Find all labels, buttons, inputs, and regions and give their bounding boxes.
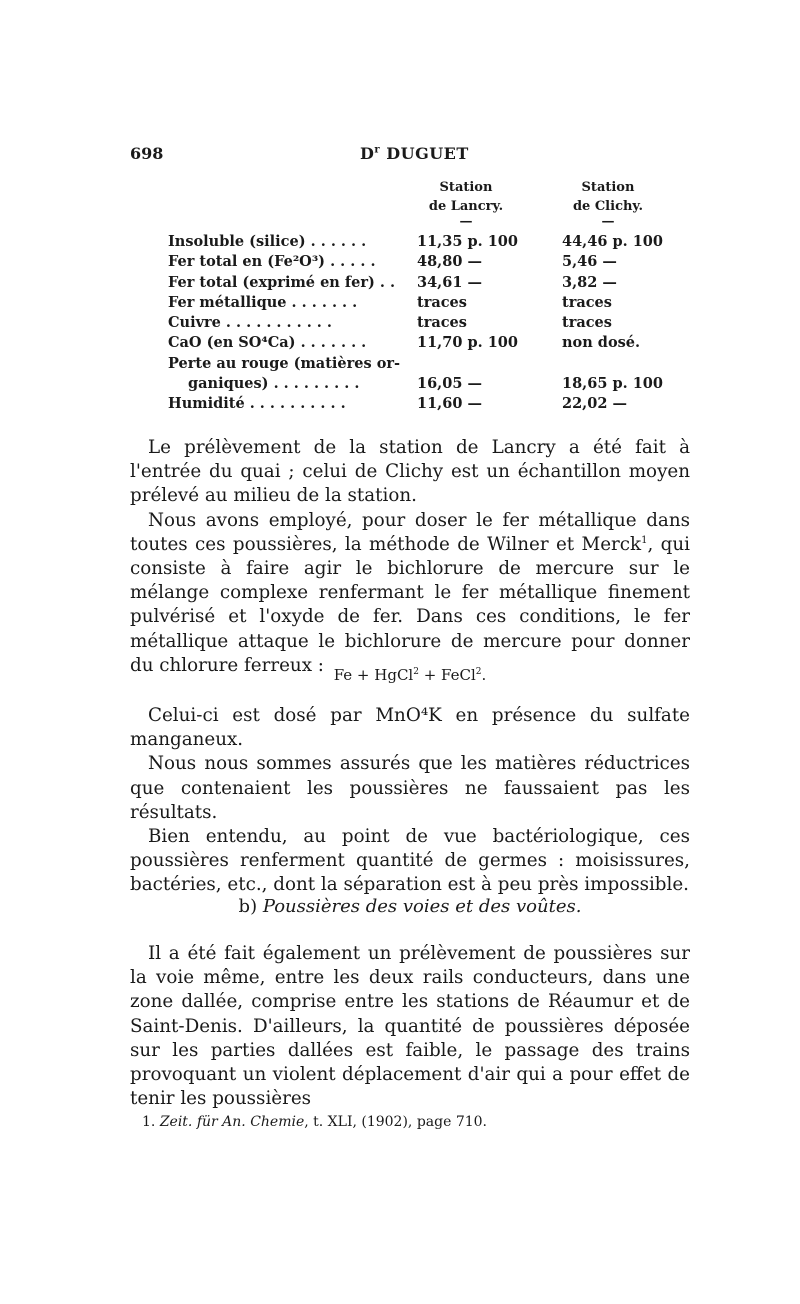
column-header-lancry (406, 178, 526, 228)
value-lancry: 11,60 — (417, 395, 482, 413)
column-header-line1: Station (581, 180, 635, 195)
row-label: Humidité . . . . . . . . . . (168, 395, 346, 413)
section-prefix: b) (238, 896, 263, 917)
running-head (360, 144, 469, 163)
row-label: Fer métallique . . . . . . . (168, 293, 358, 311)
value-clichy: 22,02 — (562, 395, 627, 413)
value-lancry: traces (417, 314, 467, 332)
value-lancry: 11,35 p. 100 (417, 233, 518, 250)
value-lancry: 16,05 — (417, 375, 482, 393)
author-prefix: D (360, 144, 375, 163)
row-label: Fer total en (Fe²O³) . . . . . (168, 253, 376, 271)
value-clichy: 44,46 p. 100 (562, 233, 663, 250)
footnote-reference: , t. XLI, (1902), page 710. (304, 1114, 488, 1130)
paragraph-tracks: Il a été fait également un prélèvement de poussières sur la voie même, entre les deux rails conducteurs, dans une zone dallée, comprise entre les stations de Réaumur et de Saint-Denis. D'ailleurs, la quantité de poussières déposée sur les parties dallées est faible, le passage des trains provoquant un violent déplacement d'air qui a pour effet de tenir les poussières (130, 943, 690, 1110)
value-clichy: 3,82 — (562, 273, 617, 291)
equation-end: . (481, 666, 487, 684)
value-clichy: traces (562, 293, 612, 311)
analysis-table (168, 232, 688, 415)
text-block-results (130, 704, 690, 898)
equation-part-b: + FeCl (418, 666, 476, 684)
paragraph-sampling: Le prélèvement de la station de Lancry a été fait à l'entrée du quai ; celui de Clichy est un échantillon moyen prélevé au milieu de la station. (130, 437, 690, 507)
paragraph-dosage: Celui-ci est dosé par MnO⁴K en présence du sulfate manganeux. (130, 705, 690, 751)
table-row (168, 293, 688, 313)
equation-part-a: Fe + HgCl (333, 666, 414, 684)
paragraph-method (130, 509, 690, 678)
value-clichy: non dosé. (562, 334, 641, 352)
equation-sup-b: 2 (475, 667, 482, 677)
table-row (168, 394, 688, 414)
row-label: Fer total (exprimé en fer) . . (168, 273, 396, 291)
column-header-rule: — (459, 214, 473, 229)
table-row (168, 374, 688, 394)
row-label: CaO (en SO⁴Ca) . . . . . . . (168, 334, 367, 352)
value-lancry: 48,80 — (417, 253, 482, 271)
author-prefix-sup: r (374, 144, 381, 156)
table-row (168, 232, 688, 252)
text-block-methods (130, 436, 690, 678)
table-row (168, 333, 688, 353)
value-clichy: 5,46 — (562, 253, 617, 271)
column-header-clichy (548, 178, 668, 228)
column-header-line2: de Lancry. (428, 199, 504, 214)
column-header-line2: de Clichy. (572, 199, 644, 214)
value-lancry: traces (417, 293, 467, 311)
paragraph-reducers: Nous nous sommes assurés que les matières réductrices que contenaient les poussières ne faussaient pas les résultats. (130, 753, 690, 823)
row-label: Perte au rouge (matières or- (168, 354, 401, 372)
table-row (168, 313, 688, 333)
value-clichy: 18,65 p. 100 (562, 375, 663, 393)
section-title: Poussières des voies et des voûtes. (262, 896, 582, 917)
footnote-number: 1. (142, 1114, 160, 1130)
row-label: Insoluble (silice) . . . . . . (168, 233, 367, 250)
footnote-ref: 1 (641, 534, 648, 546)
author-name: DUGUET (386, 144, 469, 163)
value-lancry: 11,70 p. 100 (417, 334, 518, 352)
paragraph-method-start: Nous avons employé, pour doser le fer métallique dans toutes ces poussières, la méthode de Wilner et Merck (130, 509, 690, 555)
footnote (142, 1114, 487, 1130)
value-clichy: traces (562, 314, 612, 332)
column-header-rule: — (601, 214, 615, 229)
row-label: ganiques) . . . . . . . . . (188, 375, 360, 393)
chemical-equation (130, 666, 690, 684)
row-label: Cuivre . . . . . . . . . . . (168, 314, 332, 332)
section-heading (130, 896, 690, 917)
equation-sup-a: 2 (413, 667, 419, 677)
page-number: 698 (130, 144, 164, 163)
table-row (168, 252, 688, 272)
table-row (168, 354, 688, 374)
paragraph-bacteria: Bien entendu, au point de vue bactériologique, ces poussières renferment quantité de germes : moisissures, bactéries, etc., dont la séparation est à peu près impossible. (130, 826, 690, 896)
value-lancry: 34,61 — (417, 273, 482, 291)
text-block-tracks (130, 942, 690, 1111)
footnote-journal: Zeit. für An. Chemie (159, 1114, 305, 1130)
paragraph-method-end: , qui consiste à faire agir le bichlorure de mercure sur le mélange complexe renfermant le fer métallique finement pulvérisé et l'oxyde de fer. Dans ces conditions, le fer métallique attaque le bichlorure de mercure pour donner du chlorure ferreux : (130, 533, 690, 676)
column-header-line1: Station (439, 180, 493, 195)
table-row (168, 273, 688, 293)
